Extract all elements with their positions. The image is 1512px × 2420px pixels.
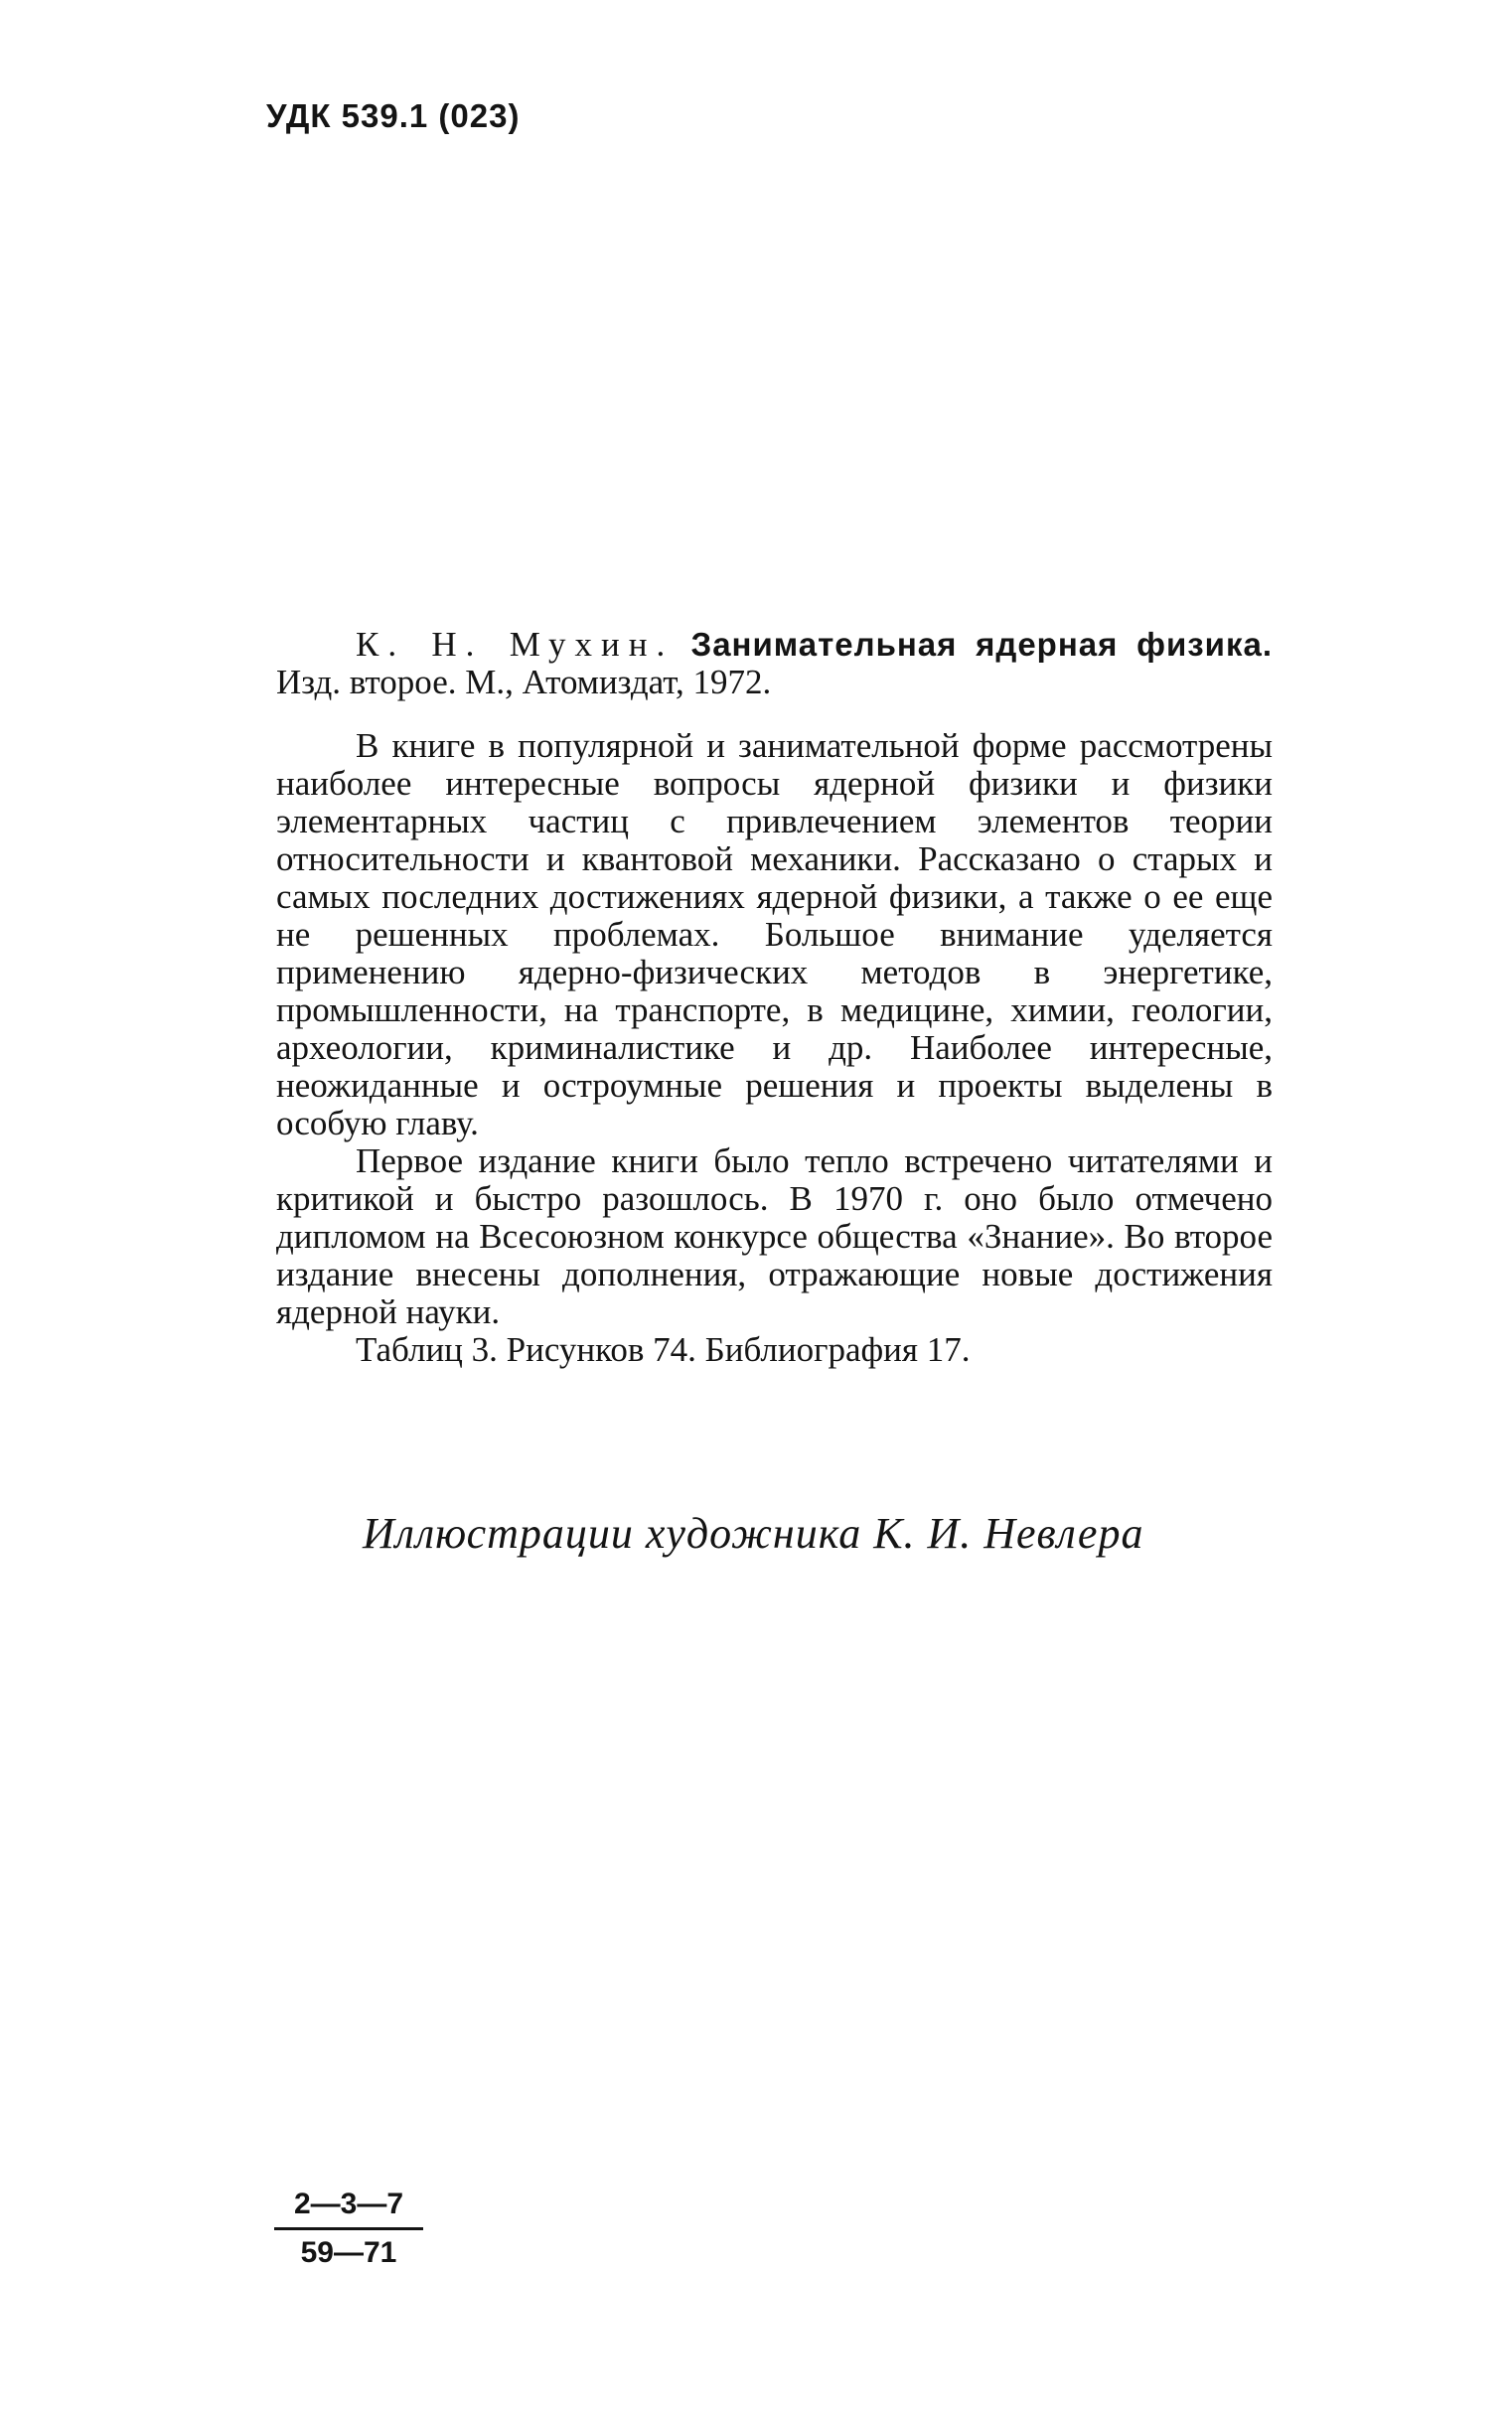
abstract-block (276, 626, 1273, 1369)
edition-info: Изд. второе. М., Атомиздат, 1972. (276, 663, 772, 701)
illustrations-credit: Иллюстрации художника К. И. Невлера (363, 1509, 1144, 1558)
publication-code (274, 2188, 423, 2270)
code-denominator: 59—71 (300, 2236, 397, 2269)
author-name: К. Н. Мухин. (356, 625, 675, 664)
abstract-paragraph-2: Первое издание книги было тепло встречено читателями и критикой и быстро разошлось. В 1970 г. оно было отмечено дипломом на Всесоюзном конкурсе общества «Знание». Во второе издание внесены дополнения, отражающие новые достижения ядерной науки. (276, 1141, 1273, 1331)
counts-line: Таблиц 3. Рисунков 74. Библиография 17. (356, 1330, 971, 1369)
code-numerator: 2—3—7 (274, 2188, 423, 2230)
bibliographic-citation (276, 626, 1273, 701)
abstract-paragraph-1: В книге в популярной и занимательной форме рассмотрены наиболее интересные вопросы ядерной физики и физики элементарных частиц с привлечением элементов теории относительности и квантовой механики. Рассказано о старых и самых последних достижениях ядерной физики, а также о ее еще не решенных проблемах. Большое внимание уделяется применению ядерно-физических методов в энергетике, промышленности, на транспорте, в медицине, химии, геологии, археологии, криминалистике и др. Наиболее интересные, неожиданные и остроумные решения и проекты выделены в особую главу. (276, 726, 1273, 1142)
udk-code: УДК 539.1 (023) (266, 97, 521, 134)
book-title: Занимательная ядерная физика. (690, 626, 1273, 663)
